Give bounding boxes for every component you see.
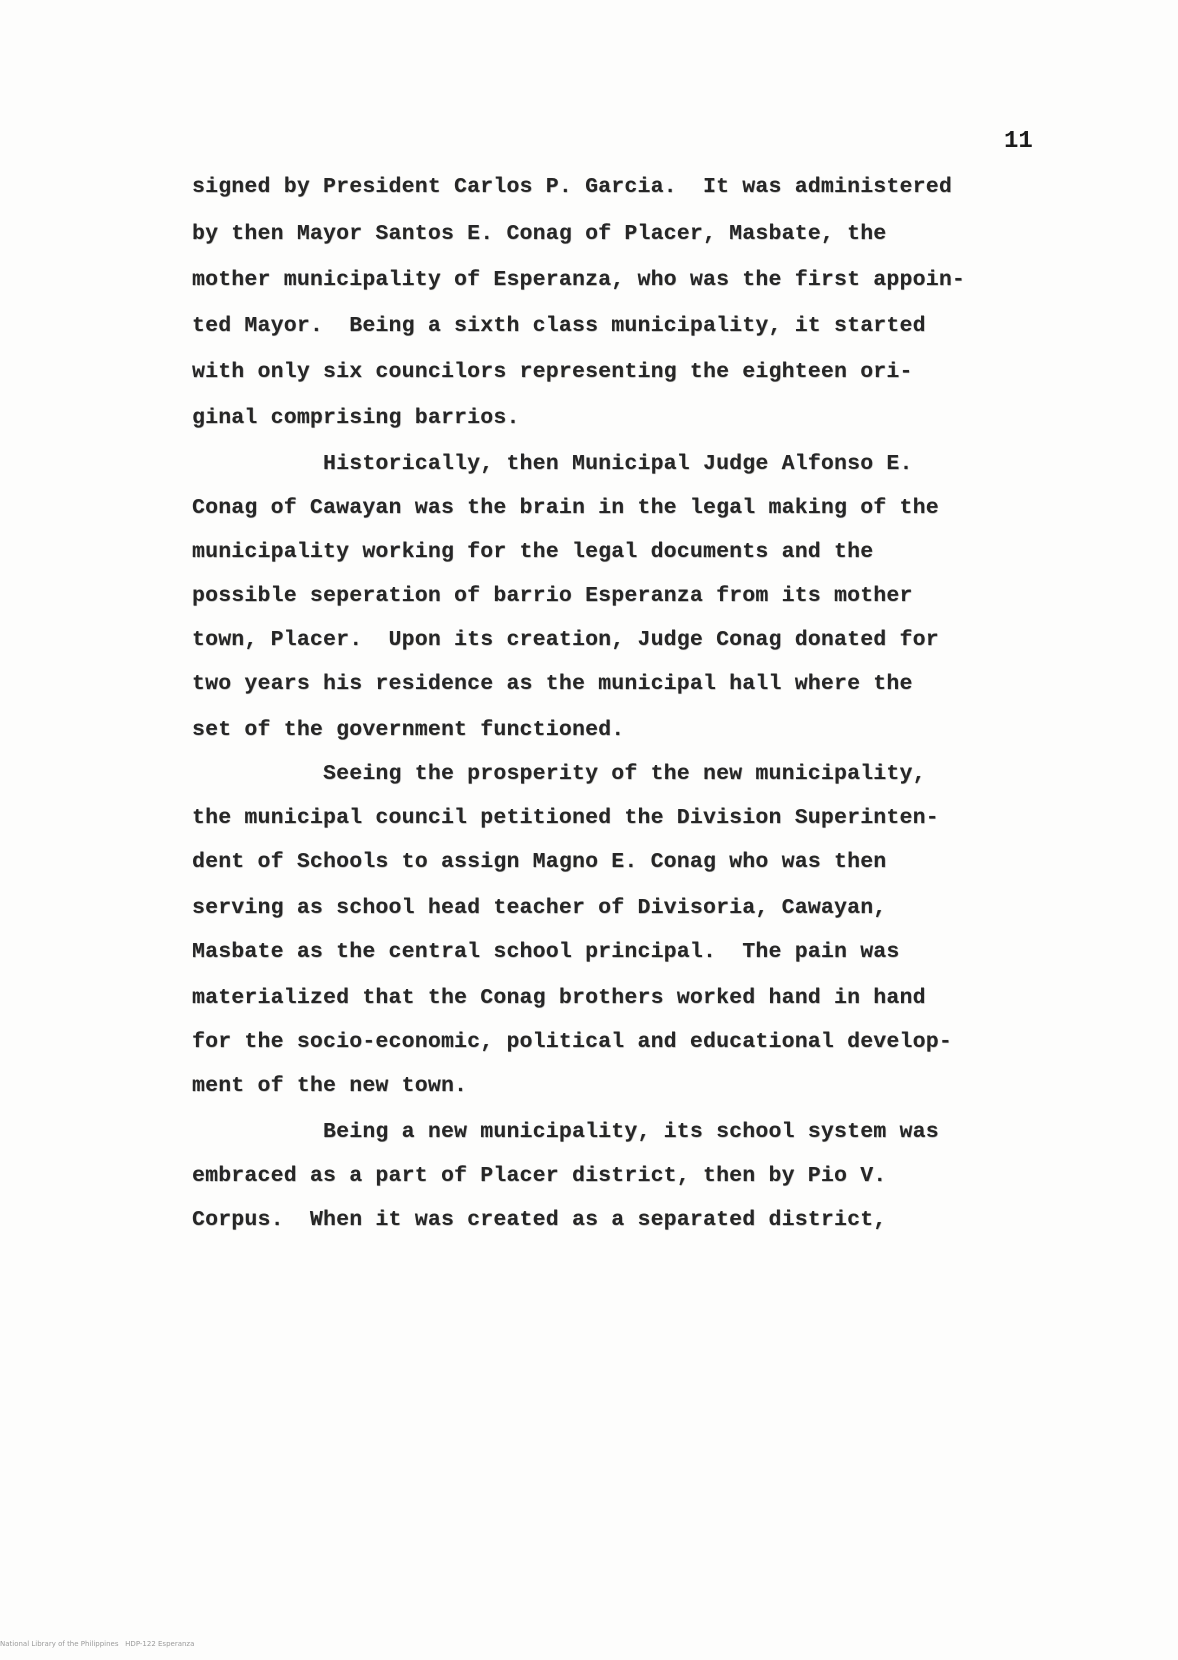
text-line: the municipal council petitioned the Division Superinten-: [192, 806, 939, 830]
text-line: Masbate as the central school principal. The pain was: [192, 940, 900, 964]
text-line: municipality working for the legal documents and the: [192, 540, 874, 564]
text-line: town, Placer. Upon its creation, Judge Conag donated for: [192, 628, 939, 652]
text-line: possible seperation of barrio Esperanza from its mother: [192, 584, 913, 608]
text-line: Historically, then Municipal Judge Alfonso E.: [192, 452, 913, 476]
footer-watermark: National Library of the Philippines HDP-122 Esperanza: [0, 1640, 195, 1648]
page-number: 11: [1004, 128, 1033, 155]
text-line: ted Mayor. Being a sixth class municipality, it started: [192, 314, 926, 338]
text-line: Corpus. When it was created as a separated district,: [192, 1208, 887, 1232]
text-line: by then Mayor Santos E. Conag of Placer, Masbate, the: [192, 222, 887, 246]
text-line: Being a new municipality, its school system was: [192, 1120, 939, 1144]
text-line: serving as school head teacher of Divisoria, Cawayan,: [192, 896, 887, 920]
text-line: materialized that the Conag brothers worked hand in hand: [192, 986, 926, 1010]
text-line: dent of Schools to assign Magno E. Conag who was then: [192, 850, 887, 874]
text-line: mother municipality of Esperanza, who was the first appoin-: [192, 268, 966, 292]
text-line: ment of the new town.: [192, 1074, 468, 1098]
text-line: signed by President Carlos P. Garcia. It was administered: [192, 175, 952, 199]
text-line: for the socio-economic, political and educational develop-: [192, 1030, 952, 1054]
text-line: ginal comprising barrios.: [192, 406, 520, 430]
text-line: set of the government functioned.: [192, 718, 625, 742]
text-line: Seeing the prosperity of the new municipality,: [192, 762, 926, 786]
text-line: with only six councilors representing the eighteen ori-: [192, 360, 913, 384]
text-line: Conag of Cawayan was the brain in the legal making of the: [192, 496, 939, 520]
text-line: two years his residence as the municipal hall where the: [192, 672, 913, 696]
text-line: embraced as a part of Placer district, then by Pio V.: [192, 1164, 887, 1188]
